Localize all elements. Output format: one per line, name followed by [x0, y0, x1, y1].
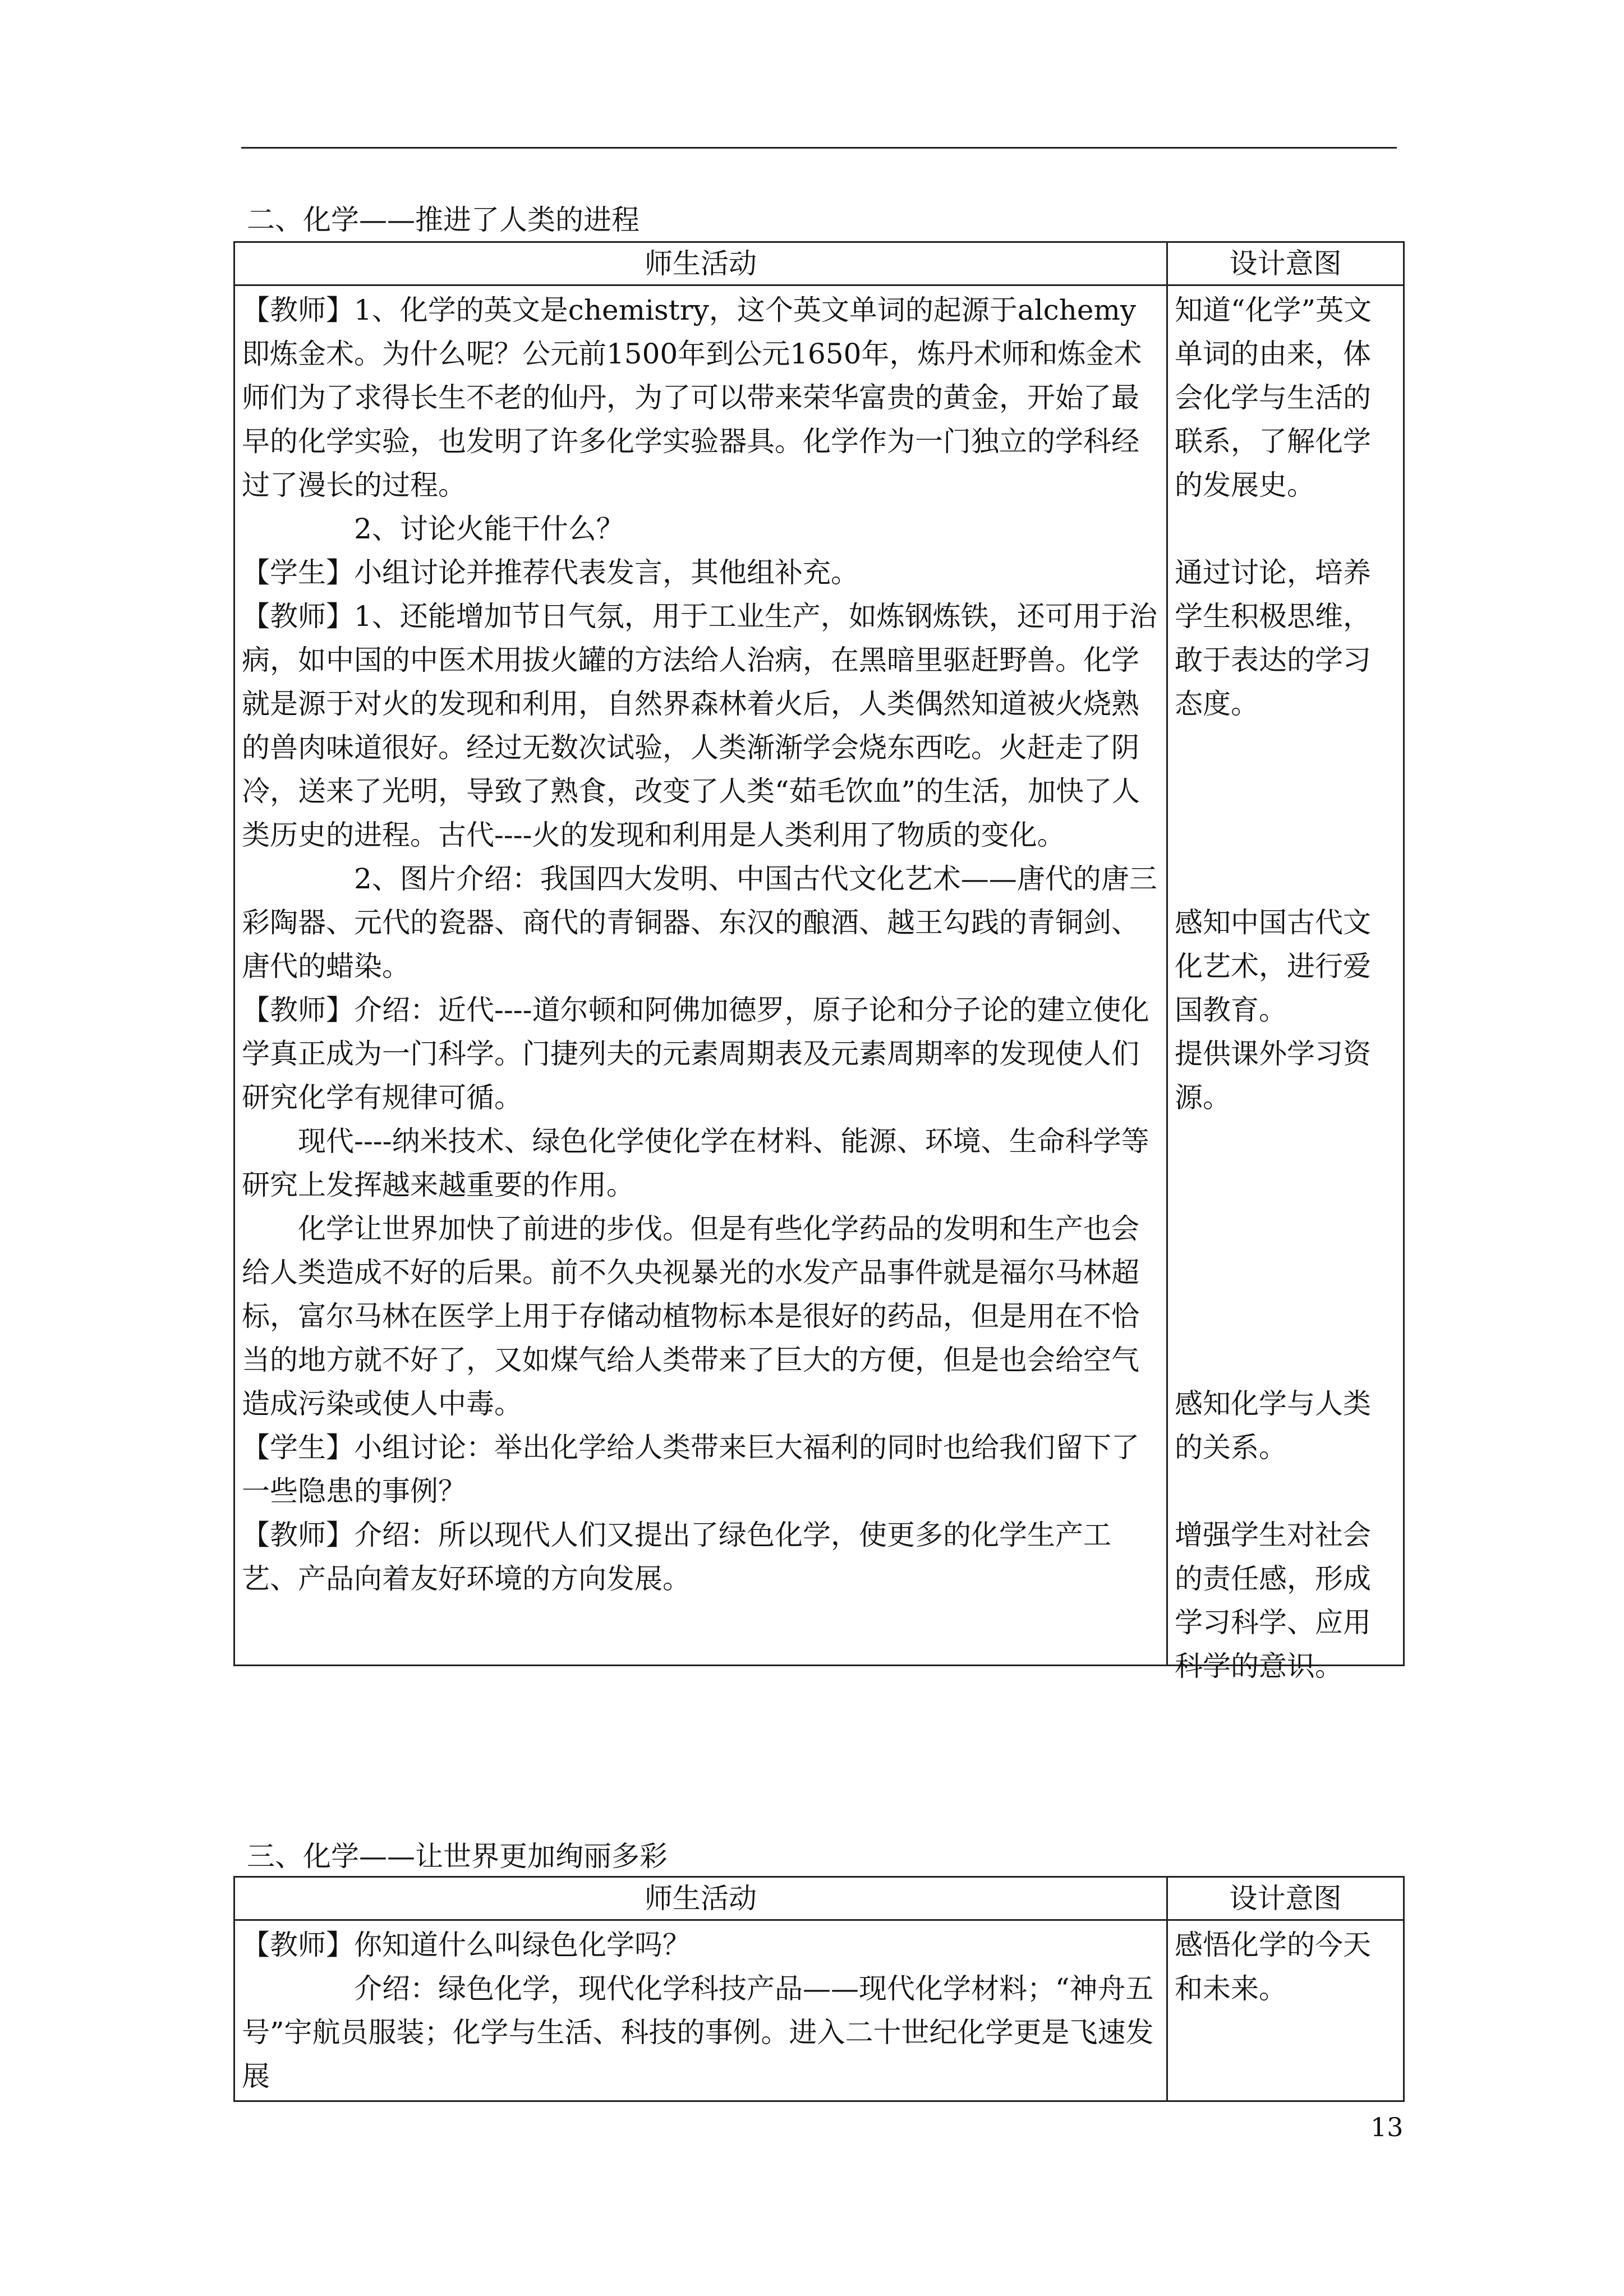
intent-cell [1167, 1920, 1404, 2101]
activity-paragraph: 介绍：绿色化学，现代化学科技产品——现代化学材料；“神舟五号”宇航员服装；化学与生活、科技的事例。进入二十世纪化学更是飞速发展 [242, 1972, 1154, 2092]
intent-note: 提供课外学习资源。 [1175, 1038, 1371, 1114]
activity-paragraph: 【教师】介绍：近代----道尔顿和阿佛加德罗，原子论和分子论的建立使化学真正成为一门科学。门捷列夫的元素周期表及元素周期率的发现使人们研究化学有规律可循。 [242, 994, 1149, 1114]
section-3-title: 三、化学——让世界更加绚丽多彩 [247, 1840, 668, 1873]
activity-paragraph: 【教师】你知道什么叫绿色化学吗？ [242, 1929, 691, 1961]
activity-paragraph: 【学生】小组讨论并推荐代表发言，其他组补充。 [242, 556, 859, 589]
intent-note: 增强学生对社会的责任感，形成学习科学、应用科学的意识。 [1175, 1519, 1371, 1682]
activities-cell [234, 1920, 1167, 2101]
intent-cell [1167, 285, 1404, 1682]
page-number: 13 [1370, 2112, 1404, 2142]
activity-paragraph: 【教师】介绍：所以现代人们又提出了绿色化学，使更多的化学生产工艺、产品向着友好环境的方向发展。 [242, 1519, 1111, 1595]
header-intent: 设计意图 [1167, 242, 1404, 285]
section-2-table [233, 241, 1405, 1682]
activity-paragraph: 2、讨论火能干什么？ [354, 513, 624, 545]
header-activities: 师生活动 [234, 242, 1167, 285]
section-3-table [233, 1876, 1405, 2102]
intent-note: 感知中国古代文化艺术，进行爱国教育。 [1175, 906, 1371, 1026]
activity-paragraph: 【教师】1、还能增加节日气氛，用于工业生产，如炼钢炼铁，还可用于治病，如中国的中医术用拔火罐的方法给人治病，在黑暗里驱赶野兽。化学就是源于对火的发现和利用，自然界森林着火后，人类偶然知道被火烧熟的兽肉味道很好。经过无数次试验，人类渐渐学会烧东西吃。火赶走了阴冷，送来了光明，导致了熟食，改变了人类“茹毛饮血”的生活，加快了人类历史的进程。古代----火的发现和利用是人类利用了物质的变化。 [242, 600, 1157, 851]
activities-cell [234, 285, 1167, 1666]
header-activities: 师生活动 [234, 1877, 1167, 1920]
intent-note: 感知化学与人类的关系。 [1175, 1387, 1371, 1464]
table-row [234, 285, 1404, 1666]
section-2-title: 二、化学——推进了人类的进程 [247, 204, 640, 236]
table-row [234, 1920, 1404, 2101]
activity-paragraph: 化学让世界加快了前进的步伐。但是有些化学药品的发明和生产也会给人类造成不好的后果。前不久央视暴光的水发产品事件就是福尔马林超标，富尔马林在医学上用于存储动植物标本是很好的药品，但是用在不恰当的地方就不好了，又如煤气给人类带来了巨大的方便，但是也会给空气造成污染或使人中毒。 [242, 1212, 1139, 1420]
header-rule [241, 147, 1397, 149]
intent-note: 感悟化学的今天和未来。 [1175, 1929, 1371, 2005]
activity-paragraph: 【学生】小组讨论：举出化学给人类带来巨大福利的同时也给我们留下了一些隐患的事例？ [242, 1431, 1139, 1507]
intent-note: 通过讨论，培养学生积极思维，敢于表达的学习态度。 [1175, 556, 1371, 720]
intent-note: 知道“化学”英文单词的由来，体会化学与生活的联系，了解化学的发展史。 [1175, 294, 1372, 501]
activity-paragraph: 【教师】1、化学的英文是chemistry，这个英文单词的起源于alchemy即炼金术。为什么呢？公元前1500年到公元1650年，炼丹术师和炼金术师们为了求得长生不老的仙丹，为了可以带来荣华富贵的黄金，开始了最早的化学实验，也发明了许多化学实验器具。化学作为一门独立的学科经过了漫长的过程。 [242, 294, 1142, 501]
table-header-row [234, 242, 1404, 285]
activity-paragraph: 2、图片介绍：我国四大发明、中国古代文化艺术——唐代的唐三彩陶器、元代的瓷器、商代的青铜器、东汉的酿酒、越王勾践的青铜剑、唐代的蜡染。 [242, 863, 1157, 983]
activity-paragraph: 现代----纳米技术、绿色化学使化学在材料、能源、环境、生命科学等研究上发挥越来越重要的作用。 [242, 1125, 1149, 1201]
header-intent: 设计意图 [1167, 1877, 1404, 1920]
table-header-row [234, 1877, 1404, 1920]
